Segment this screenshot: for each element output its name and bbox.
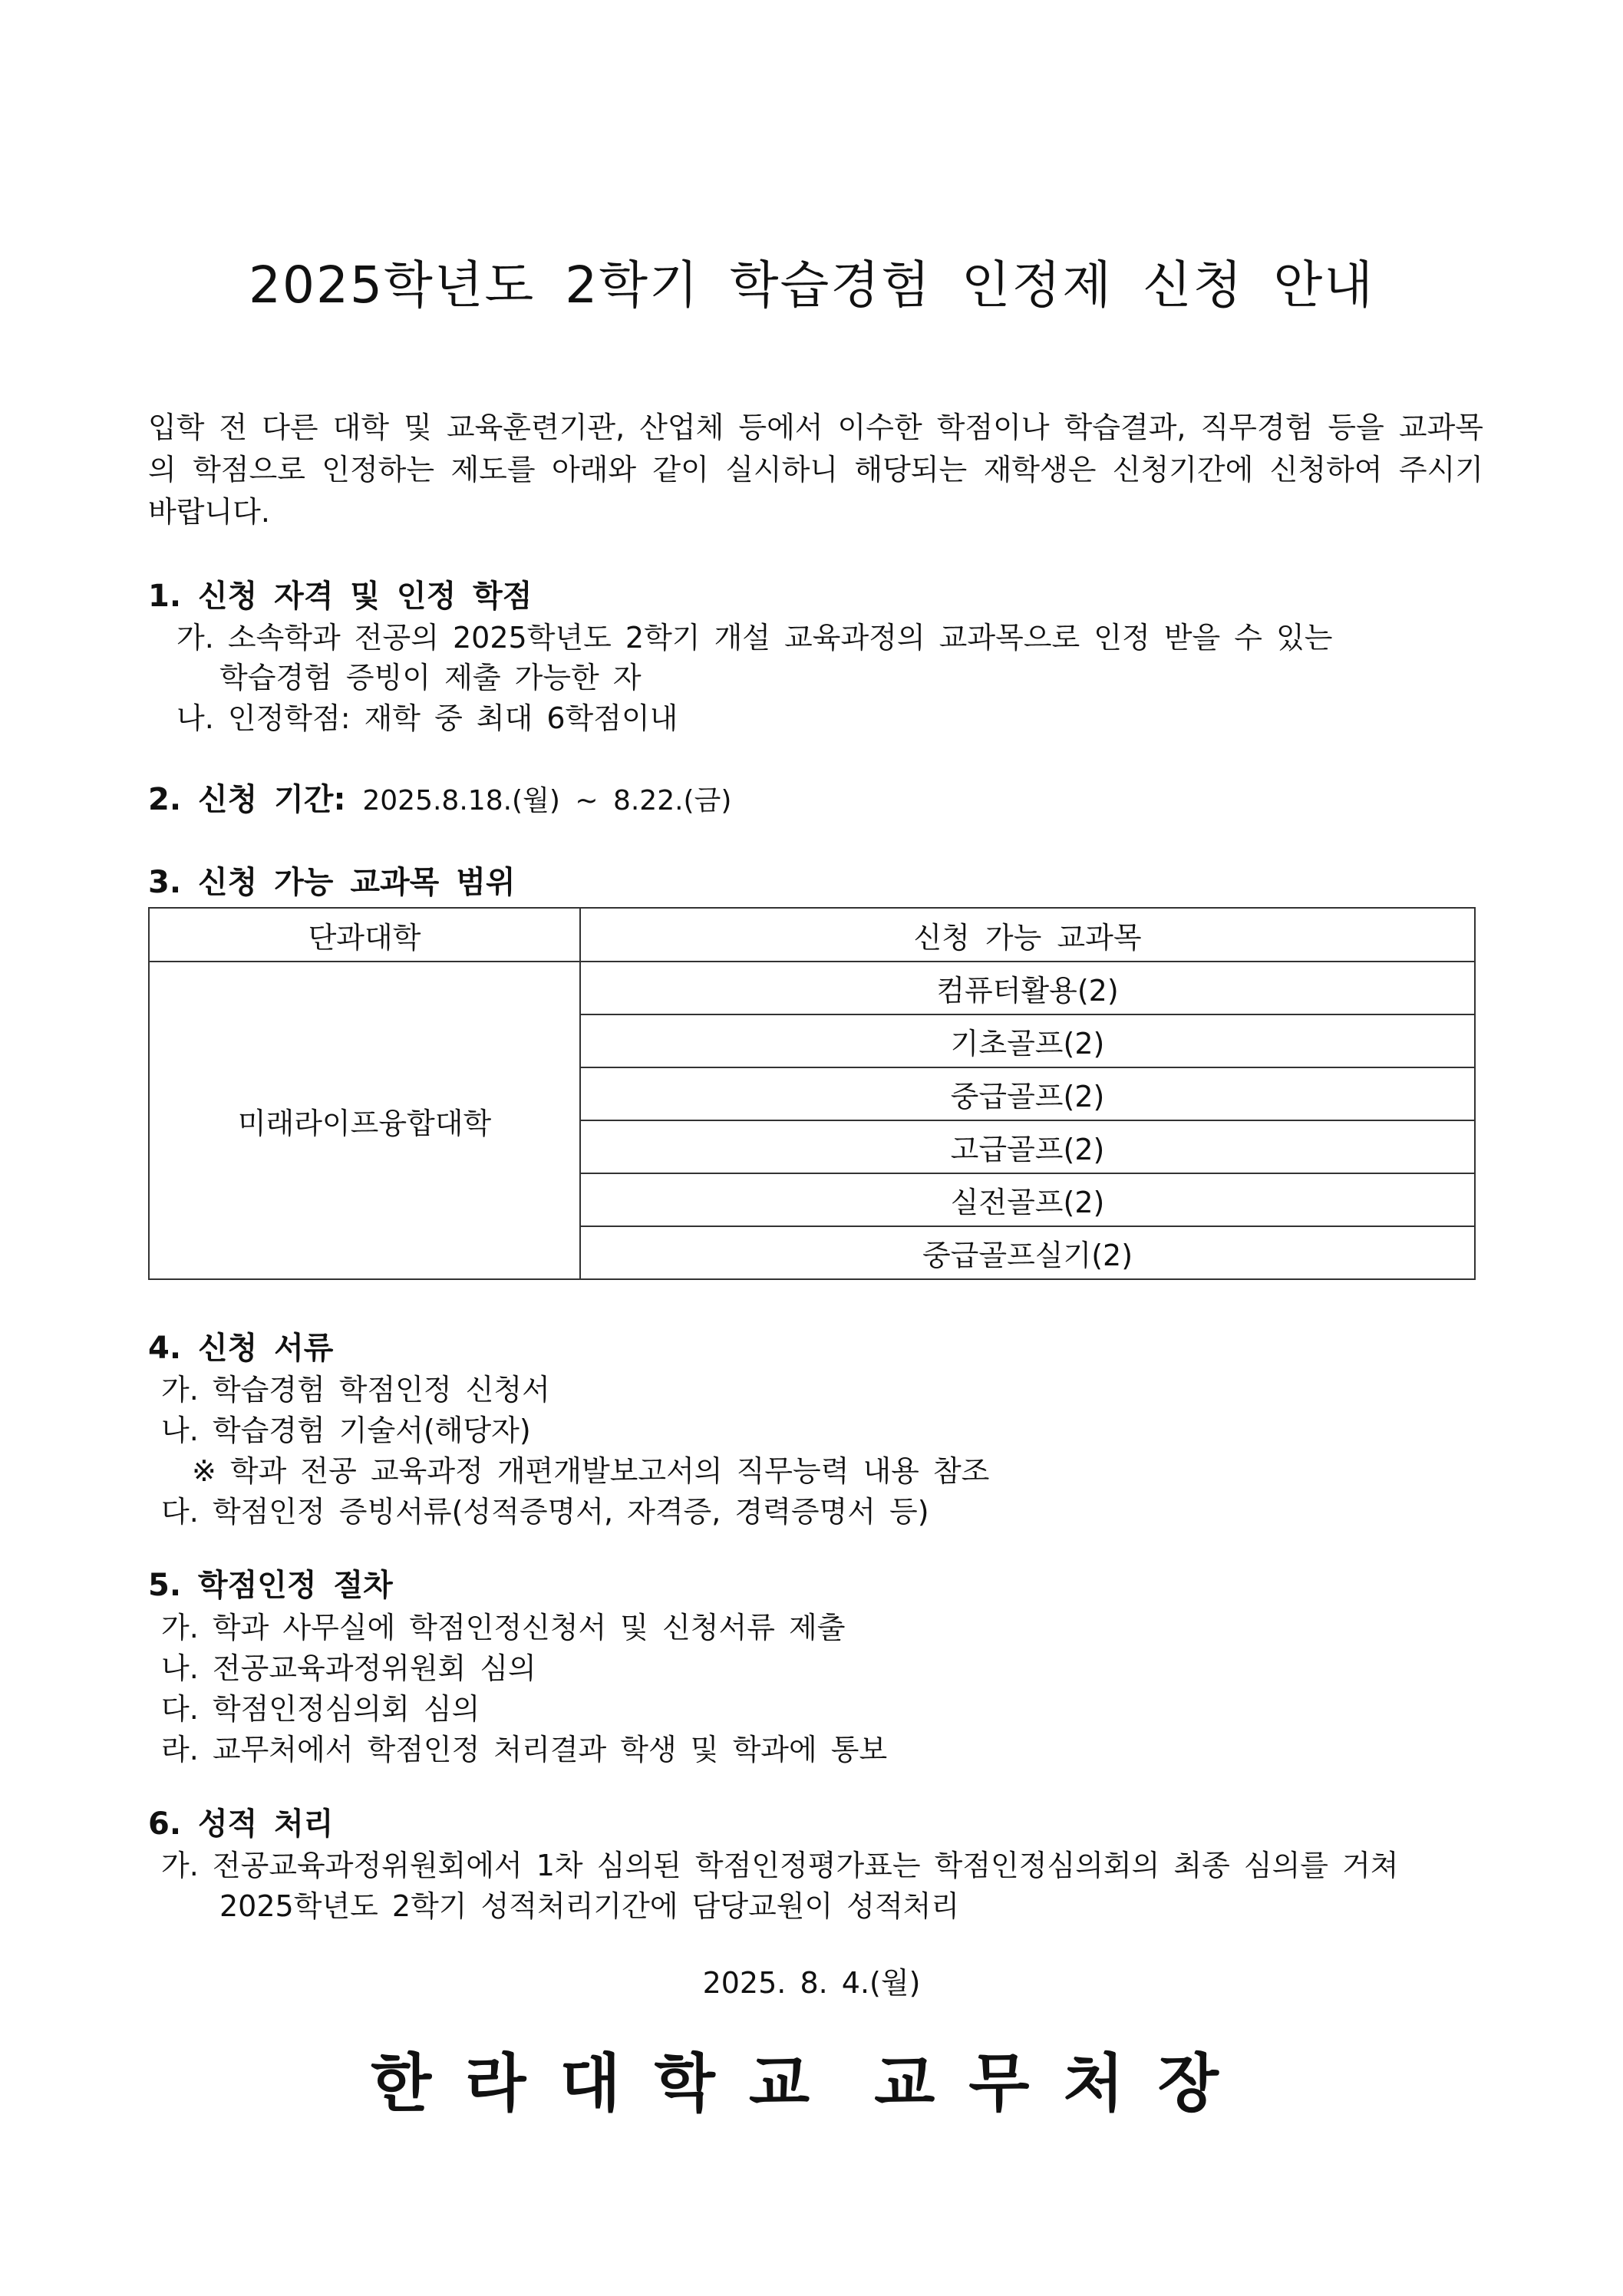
section4-item-b: 나. 학습경험 기술서(해당자) <box>161 1414 531 1447</box>
section4-item-c: 다. 학점인정 증빙서류(성적증명서, 자격증, 경력증명서 등) <box>161 1495 929 1529</box>
section1-item-a-line2: 학습경험 증빙이 제출 가능한 자 <box>219 661 642 694</box>
section1-item-b: 나. 인정학점: 재학 중 최대 6학점이내 <box>176 701 678 735</box>
section5-item-b: 나. 전공교육과정위원회 심의 <box>161 1651 536 1685</box>
column-header-courses: 신청 가능 교과목 <box>580 908 1475 962</box>
course-cell: 중급골프실기(2) <box>580 1226 1475 1279</box>
section4-item-a: 가. 학습경험 학점인정 신청서 <box>161 1373 550 1407</box>
document-title: 2025학년도 2학기 학습경험 인정제 신청 안내 <box>249 256 1374 315</box>
course-cell: 고급골프(2) <box>580 1120 1475 1173</box>
section1-item-a-line1: 가. 소속학과 전공의 2025학년도 2학기 개설 교육과정의 교과목으로 인정 받을 수 있는 <box>176 621 1333 655</box>
document-date: 2025. 8. 4.(월) <box>702 1966 921 2000</box>
course-cell: 컴퓨터활용(2) <box>580 962 1475 1014</box>
table-header-row <box>149 908 1475 962</box>
section5-heading: 5. 학점인정 절차 <box>148 1568 393 1603</box>
section2-label: 2. 신청 기간: <box>148 782 346 817</box>
section6-heading: 6. 성적 처리 <box>148 1806 334 1842</box>
courses-table <box>148 907 1476 1280</box>
section4-heading: 4. 신청 서류 <box>148 1331 334 1366</box>
college-cell: 미래라이프융합대학 <box>149 962 580 1279</box>
issuer-signature <box>0 2034 1623 2123</box>
section6-item-a-line2: 2025학년도 2학기 성적처리기간에 담당교원이 성적처리 <box>219 1889 960 1923</box>
section5-item-c: 다. 학점인정심의회 심의 <box>161 1692 480 1726</box>
section3-heading: 3. 신청 가능 교과목 범위 <box>148 865 516 900</box>
intro-paragraph: 입학 전 다른 대학 및 교육훈련기관, 산업체 등에서 이수한 학점이나 학습결과, 직무경험 등을 교과목의 학점으로 인정하는 제도를 아래와 같이 실시하니 해당되는 재학생은 신청기간에 신청하여 주시기 바랍니다. <box>148 411 1483 529</box>
section5-item-d: 라. 교무처에서 학점인정 처리결과 학생 및 학과에 통보 <box>161 1733 888 1767</box>
table-row <box>149 962 1475 1014</box>
issuer-office: 교무처장 <box>874 2047 1252 2120</box>
section1-heading: 1. 신청 자격 및 인정 학점 <box>148 579 533 614</box>
application-period: 2025.8.18.(월) ~ 8.22.(금) <box>362 785 732 816</box>
section6-item-a-line1: 가. 전공교육과정위원회에서 1차 심의된 학점인정평가표는 학점인정심의회의 최종 심의를 거쳐 <box>161 1849 1399 1882</box>
course-cell: 중급골프(2) <box>580 1067 1475 1120</box>
issuer-university: 한라대학교 <box>371 2047 844 2120</box>
course-cell: 실전골프(2) <box>580 1173 1475 1226</box>
section5-item-a: 가. 학과 사무실에 학점인정신청서 및 신청서류 제출 <box>161 1611 846 1644</box>
section4-note: ※ 학과 전공 교육과정 개편개발보고서의 직무능력 내용 참조 <box>192 1454 990 1488</box>
course-cell: 기초골프(2) <box>580 1014 1475 1067</box>
section2-heading <box>148 775 731 819</box>
column-header-college: 단과대학 <box>149 908 580 962</box>
